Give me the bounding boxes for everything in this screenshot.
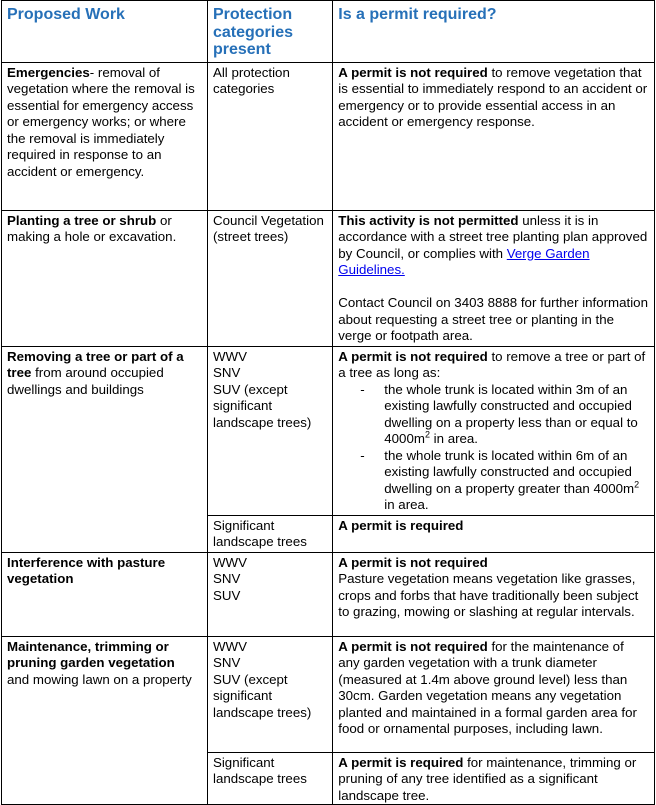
permit-status: This activity is not permitted: [338, 212, 519, 228]
header-permit-required: Is a permit required?: [333, 1, 655, 63]
work-cell: [2, 552, 208, 636]
categories-cell: WWV SNV SUV: [207, 552, 332, 636]
permit-cell: [333, 62, 655, 210]
work-title: Maintenance, trimming or pruning garden vegetation: [7, 638, 175, 670]
permit-table: [1, 0, 655, 805]
work-cell: [2, 346, 208, 552]
categories-cell: WWV SNV SUV (except significant landscape trees): [207, 636, 332, 752]
permit-status: A permit is required: [338, 754, 464, 770]
work-cell: [2, 62, 208, 210]
table-row: [2, 636, 655, 752]
permit-cell: [333, 346, 655, 515]
work-description: - removal of vegetation where the removal is essential for emergency access or emergency works; or where the removal is immediately required in response to an accident or emergency.: [7, 64, 195, 179]
list-item: - the whole trunk is located within 3m of an existing lawfully constructed and occupied dwelling on a property less than or equal to $4000m^2$ in area.: [384, 382, 648, 448]
verge-garden-guidelines-link[interactable]: Verge Garden Guidelines.: [338, 245, 590, 277]
permit-detail: to remove a tree or part of a tree as long as:: [338, 348, 646, 380]
header-protection-categories: Protection categories present: [207, 1, 332, 63]
permit-status: A permit is not required: [338, 64, 488, 80]
work-title: Removing a tree or part of a tree: [7, 348, 184, 380]
table-row: [2, 552, 655, 636]
work-description: and mowing lawn on a property: [7, 671, 192, 687]
categories-cell: Council Vegetation (street trees): [207, 210, 332, 346]
work-cell: [2, 210, 208, 346]
categories-cell: Significant landscape trees: [207, 515, 332, 552]
permit-detail: to remove vegetation that is essential to immediately respond to an accident or emergency or to provide essential access in an accident or emergency response.: [338, 64, 648, 129]
categories-cell: WWV SNV SUV (except significant landscape trees): [207, 346, 332, 515]
permit-detail: for maintenance, trimming or pruning of any tree identified as a significant landscape tree.: [338, 754, 637, 803]
permit-cell: [333, 552, 655, 636]
permit-cell: [333, 515, 655, 552]
permit-cell: [333, 210, 655, 346]
work-description: from around occupied dwellings and buildings: [7, 365, 164, 397]
categories-cell: Significant landscape trees: [207, 752, 332, 804]
condition-list: [338, 382, 648, 514]
table-row: [2, 346, 655, 515]
header-row: [2, 1, 655, 63]
permit-status: A permit is not required: [338, 554, 488, 570]
list-item: - the whole trunk is located within 6m of an existing lawfully constructed and occupied dwelling on a property greater than $4000m^2$ in area.: [384, 448, 648, 514]
work-cell: [2, 636, 208, 804]
work-title: Interference with pasture vegetation: [7, 554, 166, 586]
categories-cell: All protection categories: [207, 62, 332, 210]
work-title: Emergencies: [7, 64, 90, 80]
header-proposed-work: Proposed Work: [2, 1, 208, 63]
permit-detail: for the maintenance of any garden vegetation with a trunk diameter (measured at 1.4m above ground level) less than 30cm. Garden vegetation means any vegetation planted and maintained in a formal garden area for food or ornamental purposes, including lawn.: [338, 638, 637, 736]
work-description: or making a hole or excavation.: [7, 212, 177, 244]
table-row: [2, 62, 655, 210]
permit-contact-info: Contact Council on 3403 8888 for further information about requesting a street tree or planting in the verge or footpath area.: [338, 295, 648, 343]
permit-status: A permit is not required: [338, 348, 488, 364]
permit-cell: [333, 636, 655, 752]
permit-status: A permit is required: [338, 517, 464, 533]
work-title: Planting a tree or shrub: [7, 212, 157, 228]
permit-status: A permit is not required: [338, 638, 488, 654]
permit-cell: [333, 752, 655, 804]
permit-detail: unless it is in accordance with a street tree planting plan approved by Council, or complies with: [338, 212, 648, 261]
table-row: [2, 210, 655, 346]
permit-detail: Pasture vegetation means vegetation like grasses, crops and forbs that have traditionally been subject to grazing, mowing or slashing at regular intervals.: [338, 571, 639, 619]
